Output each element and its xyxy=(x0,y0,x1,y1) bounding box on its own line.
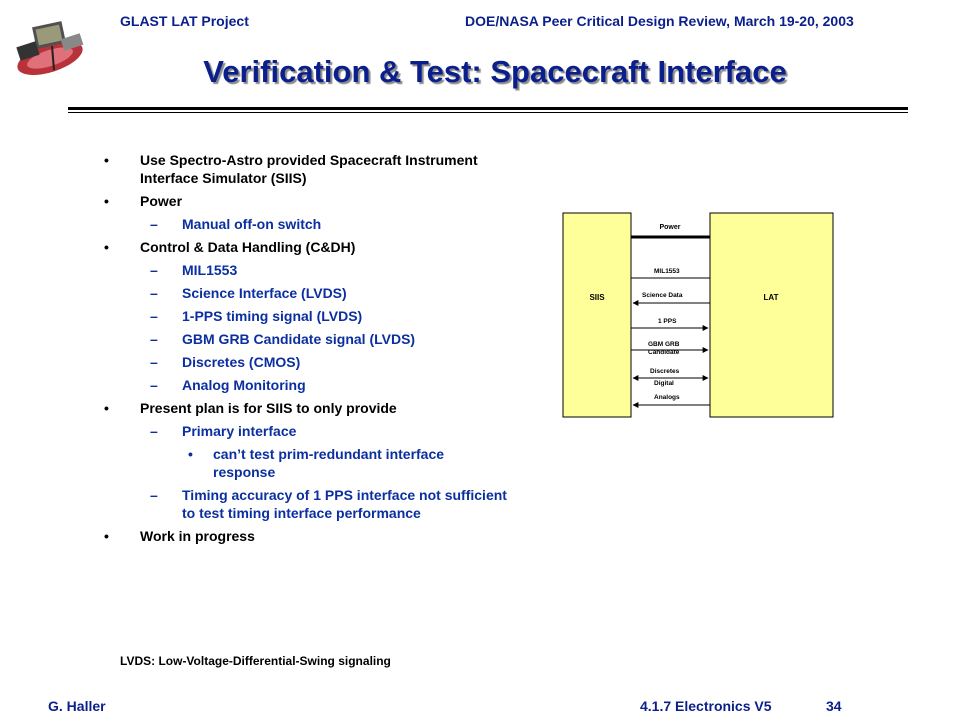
bullet-text: Discretes (CMOS) xyxy=(182,354,301,370)
lat-box xyxy=(710,213,833,417)
pps-label: 1 PPS xyxy=(658,318,677,325)
bullet-item-level2 xyxy=(100,307,510,325)
bullet-item-level2 xyxy=(100,215,510,233)
bullet-text: 1-PPS timing signal (LVDS) xyxy=(182,308,363,324)
discretes-label: Discretes xyxy=(650,368,680,375)
bullet-text: GBM GRB Candidate signal (LVDS) xyxy=(182,331,416,347)
footer-author: G. Haller xyxy=(48,698,106,714)
science-label: Science Data xyxy=(642,292,683,299)
bullet-item-level2 xyxy=(100,422,510,440)
bullet-marker: – xyxy=(150,423,158,439)
bullet-marker: • xyxy=(104,528,109,544)
power-label: Power xyxy=(659,224,681,231)
bullet-text: Analog Monitoring xyxy=(182,377,306,393)
bullet-marker: • xyxy=(104,193,109,209)
slide-title: Verification & Test: Spacecraft Interface xyxy=(203,54,787,89)
bullet-item-level2 xyxy=(100,261,510,279)
title-rule-thick xyxy=(68,107,908,110)
footer-section: 4.1.7 Electronics V5 xyxy=(640,698,772,714)
bullet-text: Work in progress xyxy=(140,528,255,544)
header-project: GLAST LAT Project xyxy=(120,13,249,29)
bullet-item-level1 xyxy=(100,192,510,210)
bullet-item-level1 xyxy=(100,151,510,187)
bullet-marker: – xyxy=(150,487,158,503)
bullet-list xyxy=(100,151,510,550)
bullet-marker: – xyxy=(150,216,158,232)
bullet-text: Present plan is for SIIS to only provide xyxy=(140,400,397,416)
bullet-item-level2 xyxy=(100,376,510,394)
bullet-text: Power xyxy=(140,193,183,209)
bullet-text: can’t test prim-redundant interface response xyxy=(213,446,445,480)
bullet-item-level2 xyxy=(100,353,510,371)
bullet-marker: • xyxy=(188,446,193,462)
bullet-text: Science Interface (LVDS) xyxy=(182,285,347,301)
bullet-text: Control & Data Handling (C&DH) xyxy=(140,239,356,255)
gbm-label-line1: GBM GRB xyxy=(648,341,680,348)
bullet-marker: – xyxy=(150,308,158,324)
satellite-logo-icon xyxy=(12,14,92,82)
mil1553-label: MIL1553 xyxy=(654,268,680,275)
digital-label: Digital xyxy=(654,380,674,387)
bullet-item-level2 xyxy=(100,330,510,348)
bullet-text: Use Spectro-Astro provided Spacecraft Instrument Interface Simulator (SIIS) xyxy=(140,152,478,186)
bullet-text: Manual off-on switch xyxy=(182,216,322,232)
bullet-item-level1 xyxy=(100,399,510,417)
bullet-marker: • xyxy=(104,239,109,255)
bullet-item-level1 xyxy=(100,238,510,256)
bullet-marker: – xyxy=(150,331,158,347)
bullet-marker: • xyxy=(104,152,109,168)
bullet-text: Timing accuracy of 1 PPS interface not sufficient to test timing interface performance xyxy=(182,487,507,521)
lat-label: LAT xyxy=(763,293,779,302)
footnote: LVDS: Low-Voltage-Differential-Swing signaling xyxy=(120,654,391,668)
bullet-text: MIL1553 xyxy=(182,262,238,278)
bullet-marker: – xyxy=(150,262,158,278)
bullet-item-level2 xyxy=(100,486,510,522)
bullet-marker: – xyxy=(150,377,158,393)
siis-label: SIIS xyxy=(589,293,605,302)
bullet-item-level2 xyxy=(100,284,510,302)
bullet-text: Primary interface xyxy=(182,423,297,439)
bullet-item-level1 xyxy=(100,527,510,545)
bullet-marker: – xyxy=(150,285,158,301)
interface-diagram xyxy=(562,212,834,418)
siis-box xyxy=(563,213,631,417)
analogs-label: Analogs xyxy=(654,394,680,401)
bullet-item-level3 xyxy=(100,445,510,481)
title-rule-thin xyxy=(68,112,908,113)
gbm-label-line2: Candidate xyxy=(648,349,680,356)
footer-page-number: 34 xyxy=(826,698,842,714)
bullet-marker: • xyxy=(104,400,109,416)
header-review: DOE/NASA Peer Critical Design Review, March 19-20, 2003 xyxy=(465,13,854,29)
bullet-marker: – xyxy=(150,354,158,370)
